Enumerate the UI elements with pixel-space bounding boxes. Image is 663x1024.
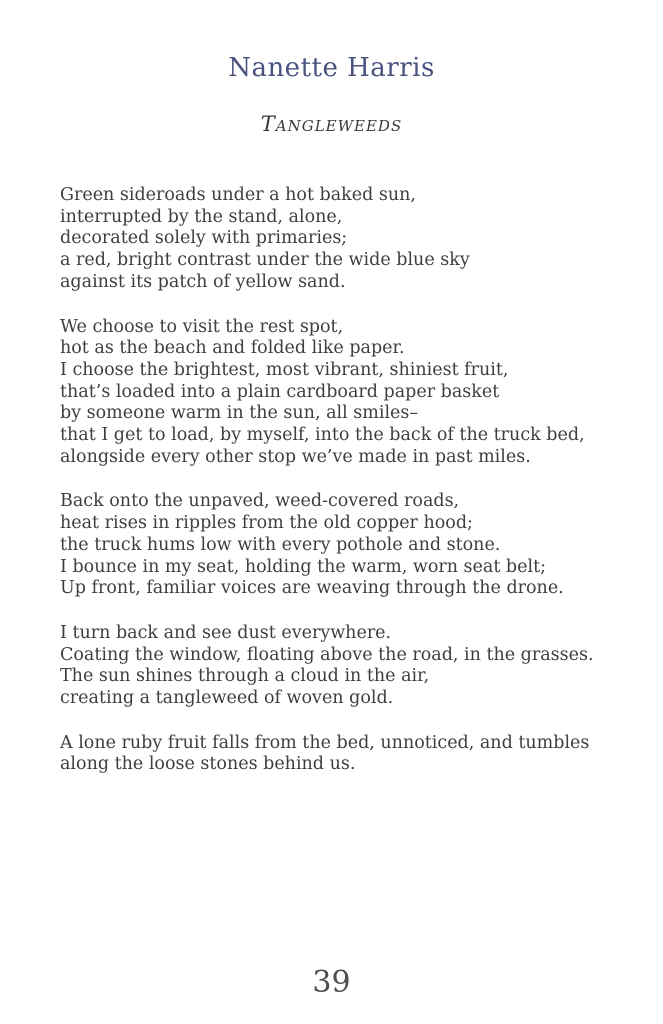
stanza	[60, 185, 663, 294]
stanza	[60, 623, 663, 710]
poem-line: by someone warm in the sun, all smiles–	[60, 403, 419, 424]
poem-line: Coating the window, floating above the road, in the grasses.	[60, 644, 594, 665]
poem-line: A lone ruby fruit falls from the bed, unnoticed, and tumbles	[60, 732, 590, 753]
poem-line: I turn back and see dust everywhere.	[60, 622, 392, 643]
poem-line: along the loose stones behind us.	[60, 754, 356, 775]
poem-line: a red, bright contrast under the wide blue sky	[60, 250, 470, 271]
poem-line: hot as the beach and folded like paper.	[60, 338, 405, 359]
poem-line: Up front, familiar voices are weaving through the drone.	[60, 578, 564, 599]
poem-line: that’s loaded into a plain cardboard paper basket	[60, 381, 500, 402]
author-heading: Nanette Harris	[228, 53, 435, 83]
stanza	[60, 317, 663, 469]
poem-line: that I get to load, by myself, into the back of the truck bed,	[60, 425, 585, 446]
page-number: 39	[312, 965, 351, 1000]
poem-line: interrupted by the stand, alone,	[60, 206, 343, 227]
poem-line: decorated solely with primaries;	[60, 228, 348, 249]
poem-body	[0, 185, 663, 776]
poem-line: against its patch of yellow sand.	[60, 271, 346, 292]
poem-line: alongside every other stop we’ve made in past miles.	[60, 446, 531, 467]
poem-line: Green sideroads under a hot baked sun,	[60, 185, 416, 205]
poem-line: I choose the brightest, most vibrant, shiniest fruit,	[60, 359, 509, 380]
poem-line: heat rises in ripples from the old copper hood;	[60, 513, 473, 534]
poem-line: the truck hums low with every pothole and stone.	[60, 534, 501, 555]
stanza	[60, 491, 663, 600]
stanza	[60, 733, 663, 776]
poem-line: I bounce in my seat, holding the warm, worn seat belt;	[60, 556, 547, 577]
poem-line: creating a tangleweed of woven gold.	[60, 688, 394, 709]
poem-line: The sun shines through a cloud in the air,	[60, 666, 430, 687]
poem-line: Back onto the unpaved, weed-covered roads,	[60, 491, 460, 512]
poem-line: We choose to visit the rest spot,	[60, 316, 344, 337]
poem-title: Tangleweeds	[260, 112, 403, 136]
